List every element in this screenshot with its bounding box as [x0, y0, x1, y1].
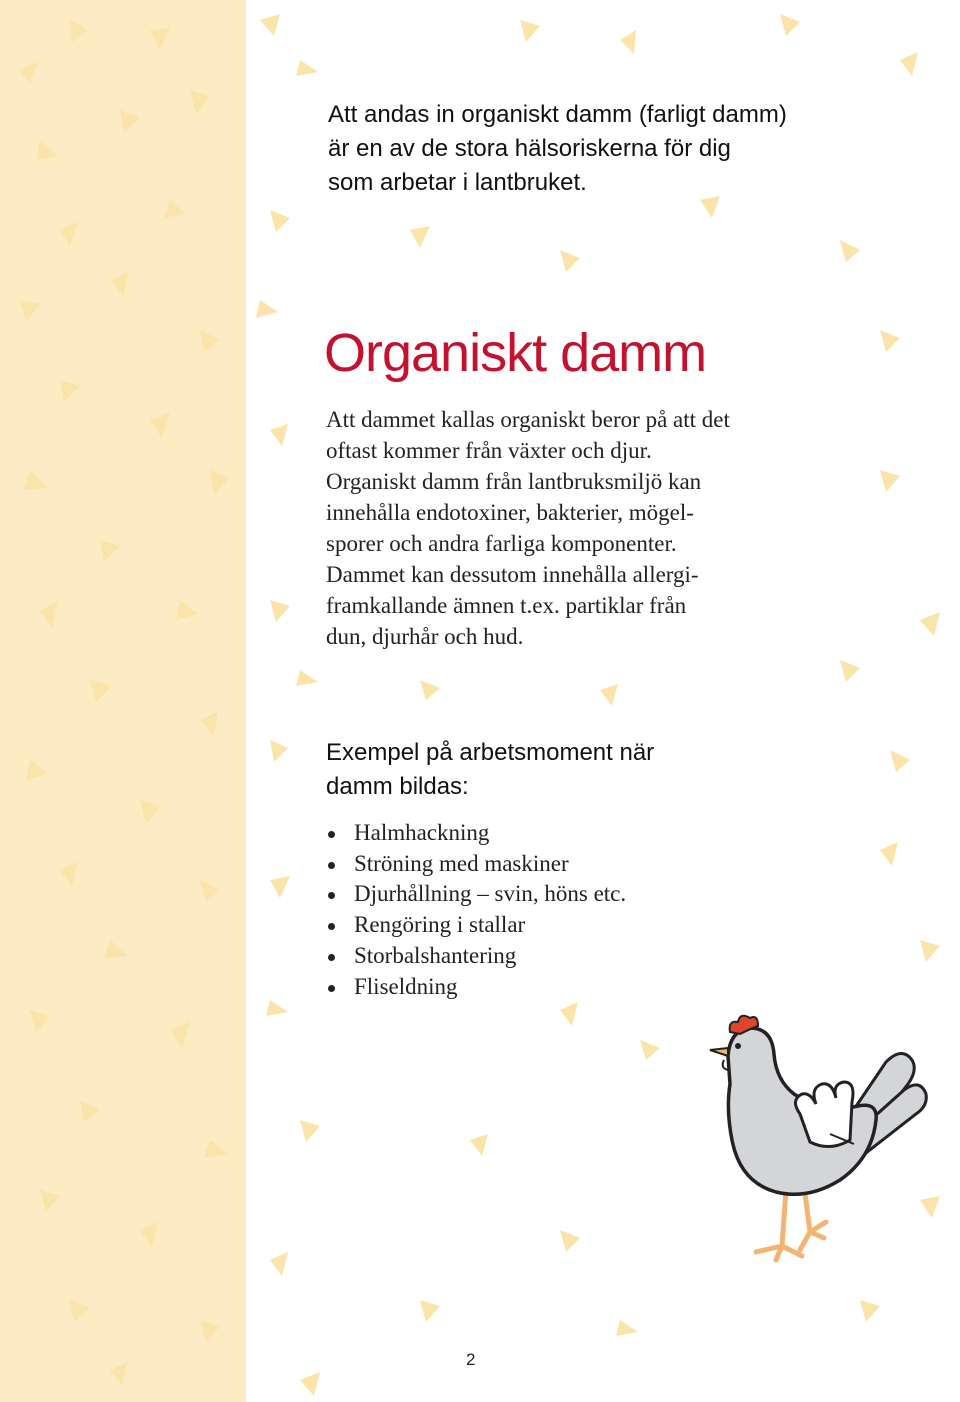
list-item: Storbalshantering: [326, 941, 626, 972]
body-line: Att dammet kallas organiskt beror på att det: [326, 407, 730, 432]
hen-legs: [756, 1186, 826, 1260]
hen-eye: [735, 1043, 741, 1049]
hen-illustration: [690, 1010, 930, 1270]
intro-text: [328, 98, 908, 200]
body-line: oftast kommer från växter och djur.: [326, 438, 652, 463]
list-item: Djurhållning – svin, höns etc.: [326, 879, 626, 910]
intro-line: som arbetar i lantbruket.: [328, 169, 587, 196]
body-line: innehålla endotoxiner, bakterier, mögel-: [326, 500, 694, 525]
page-title: Organiskt damm: [324, 323, 707, 383]
list-item: Fliseldning: [326, 972, 626, 1003]
examples-heading-line: Exempel på arbetsmoment när: [326, 739, 655, 766]
hen-beak: [710, 1048, 728, 1056]
list-item: Halmhackning: [326, 818, 626, 849]
intro-line: Att andas in organiskt damm (farligt damm): [328, 101, 787, 128]
examples-list: [326, 818, 626, 1002]
body-paragraph: [326, 404, 826, 652]
body-line: sporer och andra farliga komponenter.: [326, 531, 677, 556]
page-number: 2: [466, 1350, 476, 1369]
list-item: Ströning med maskiner: [326, 849, 626, 880]
body-line: dun, djurhår och hud.: [326, 624, 524, 649]
body-line: Dammet kan dessutom innehålla allergi-: [326, 562, 699, 587]
examples-heading: [326, 736, 654, 804]
list-item: Rengöring i stallar: [326, 910, 626, 941]
body-line: framkallande ämnen t.ex. partiklar från: [326, 593, 687, 618]
examples-heading-line: damm bildas:: [326, 773, 469, 800]
intro-line: är en av de stora hälsoriskerna för dig: [328, 135, 731, 162]
body-line: Organiskt damm från lantbruksmiljö kan: [326, 469, 702, 494]
